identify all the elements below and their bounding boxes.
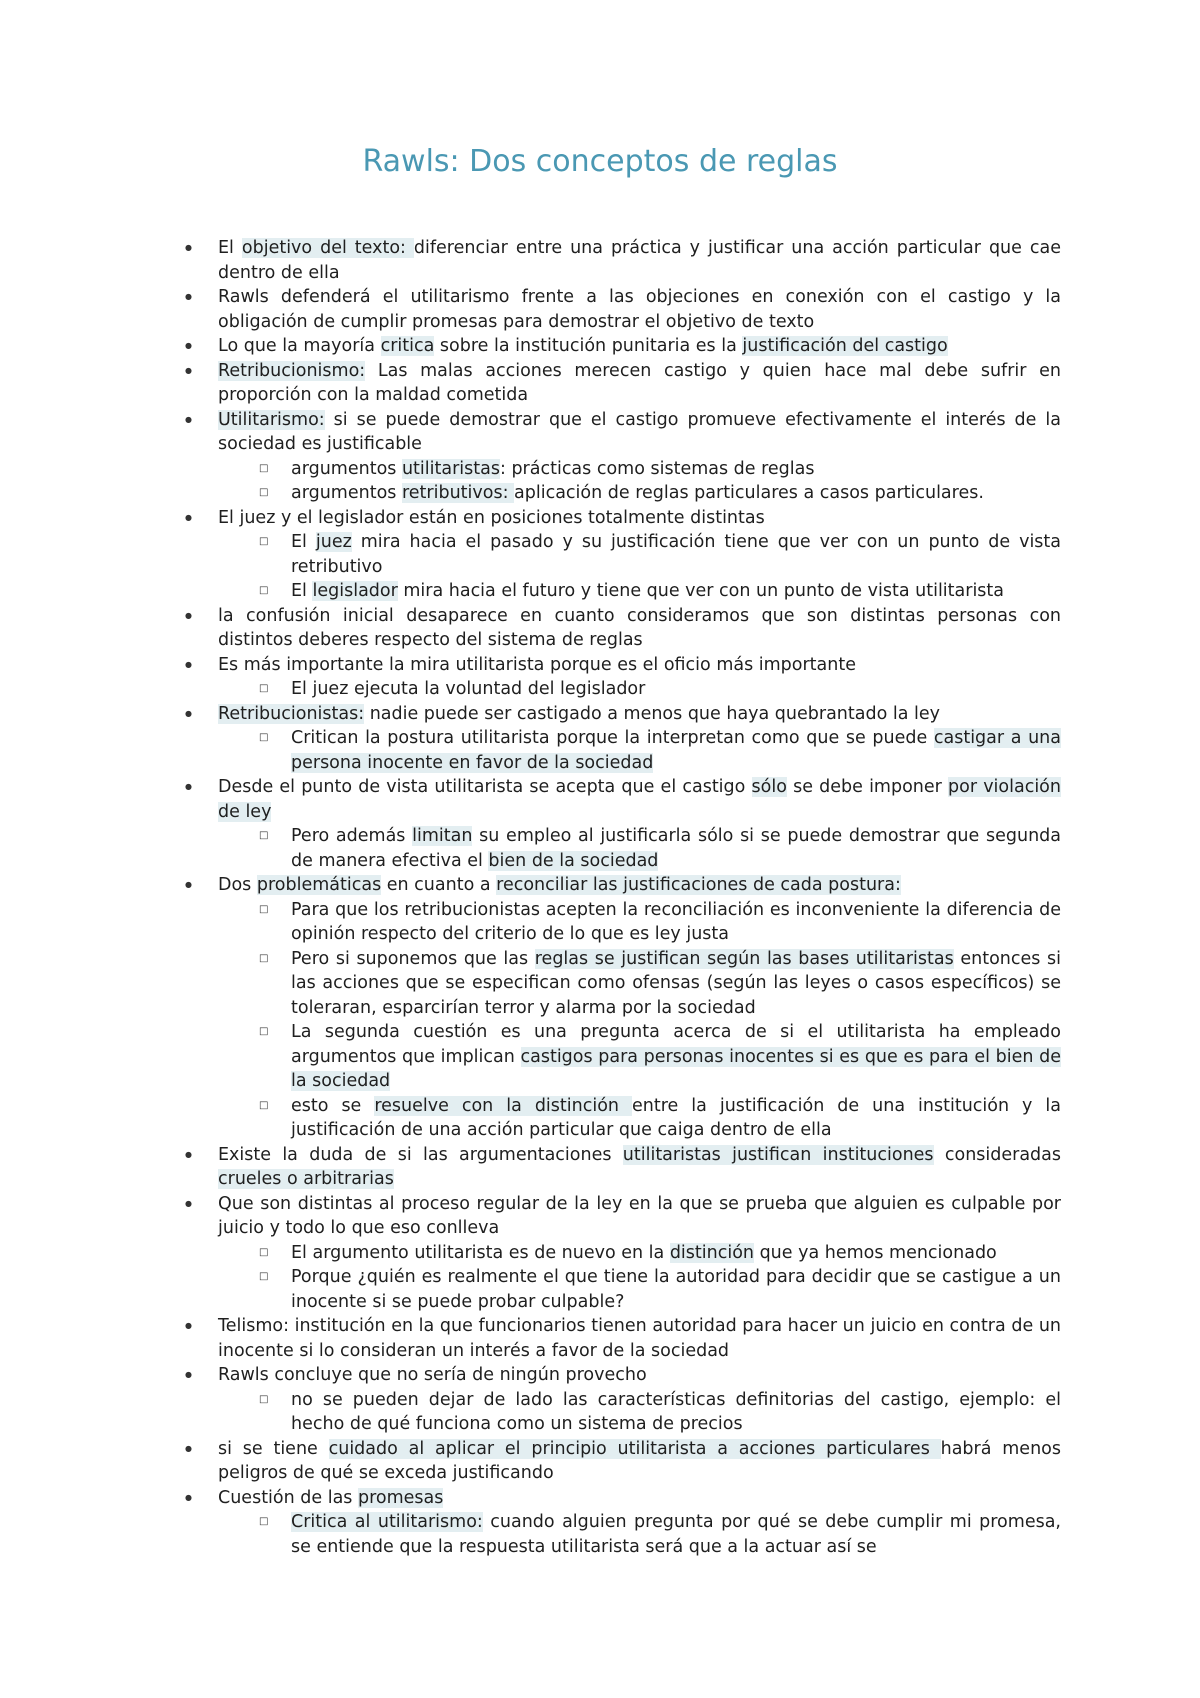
bullet-text: entonces si las acciones que se especifican como ofensas (según las leyes o casos específicos) se toleraran, esparcirían terror y alarma por la sociedad	[291, 948, 1062, 1018]
sub-bullet-item	[291, 530, 1061, 579]
highlighted-text: justificación del castigo	[742, 336, 948, 356]
bullet-text: Existe la duda de si las argumentaciones	[218, 1144, 623, 1165]
bullet-text: habrá menos peligros de qué se exceda justificando	[218, 1438, 1061, 1483]
bullet-list	[218, 236, 1061, 1559]
bullet-text: cuando alguien pregunta por qué se debe cumplir mi promesa, se entiende que la respuesta utilitarista será que a la actuar así se	[291, 1512, 1061, 1557]
sub-bullet-item	[291, 481, 1061, 506]
bullet-text: Dos	[218, 875, 257, 895]
bullet-text: no se pueden dejar de lado las características definitorias del castigo, ejemplo: el hecho de qué funciona como un sistema de precios	[291, 1389, 1061, 1434]
bullet-item	[218, 1437, 1061, 1486]
bullet-item	[218, 1486, 1061, 1560]
bullet-text: El	[218, 238, 242, 258]
bullet-text: Que son distintas al proceso regular de la ley en la que se prueba que alguien es culpable por juicio y todo lo que eso conlleva	[218, 1193, 1061, 1238]
highlighted-text: Utilitarismo:	[218, 409, 325, 430]
bullet-text: Cuestión de las	[218, 1487, 358, 1508]
bullet-text: La segunda cuestión es una pregunta acerca de si el utilitarista ha empleado argumentos que implican	[291, 1022, 1061, 1067]
sub-bullet-list	[218, 824, 1061, 873]
highlighted-text: utilitaristas justifican instituciones	[622, 1144, 934, 1165]
highlighted-text: reconciliar las justificaciones de cada postura:	[496, 875, 901, 895]
sub-bullet-item	[291, 1020, 1061, 1094]
bullet-text: El juez ejecuta la voluntad del legislador	[291, 679, 646, 699]
sub-bullet-list	[218, 726, 1061, 775]
highlighted-text: juez	[315, 532, 352, 552]
bullet-text: Rawls defenderá el utilitarismo frente a las objeciones en conexión con el castigo y la obligación de cumplir promesas para demostrar el objetivo de texto	[218, 287, 1061, 332]
notes-body	[218, 236, 1061, 1559]
bullet-text: El	[291, 532, 316, 552]
bullet-text: Es más importante la mira utilitarista porque es el oficio más importante	[218, 654, 856, 675]
bullet-item	[218, 285, 1061, 334]
sub-bullet-item	[291, 726, 1061, 775]
highlighted-text: sólo	[751, 777, 787, 797]
bullet-text: Pero además	[291, 826, 413, 846]
bullet-text: El	[291, 581, 313, 601]
bullet-text: que ya hemos mencionado	[754, 1242, 997, 1263]
sub-bullet-list	[218, 1510, 1061, 1559]
bullet-text: entre la justificación de una institución y la justificación de una acción particular que caiga dentro de ella	[291, 1095, 1061, 1140]
highlighted-text: por violación de ley	[218, 777, 1061, 822]
bullet-text: Pero si suponemos que las	[291, 948, 535, 969]
bullet-item	[218, 506, 1061, 604]
highlighted-text: problemáticas	[256, 875, 382, 895]
bullet-text: Lo que la mayoría	[218, 336, 381, 356]
sub-bullet-list	[218, 530, 1061, 604]
bullet-text: Telismo: institución en la que funcionarios tienen autoridad para hacer un juicio en contra de un inocente si lo consideran un interés a favor de la sociedad	[218, 1316, 1061, 1361]
bullet-item	[218, 653, 1061, 702]
bullet-text: sobre la institución punitaria es la	[434, 336, 743, 356]
bullet-text: Porque ¿quién es realmente el que tiene la autoridad para decidir que se castigue a un inocente si se puede probar culpable?	[291, 1267, 1061, 1312]
highlighted-text: limitan	[412, 826, 473, 846]
highlighted-text: castigar a una persona inocente en favor de la sociedad	[291, 728, 1061, 773]
page-title: Rawls: Dos conceptos de reglas	[362, 144, 838, 179]
bullet-item	[218, 359, 1061, 408]
highlighted-text: critica	[380, 336, 435, 356]
bullet-text: esto se	[291, 1095, 375, 1116]
sub-bullet-item	[291, 457, 1061, 482]
bullet-text: nadie puede ser castigado a menos que haya quebrantado la ley	[364, 703, 940, 724]
bullet-text: Rawls concluye que no sería de ningún provecho	[218, 1365, 647, 1385]
bullet-text: El argumento utilitarista es de nuevo en la	[291, 1242, 670, 1263]
bullet-item	[218, 1314, 1061, 1363]
highlighted-text: castigos para personas inocentes si es que es para el bien de la sociedad	[291, 1046, 1061, 1091]
bullet-item	[218, 775, 1061, 873]
bullet-text: aplicación de reglas particulares a casos particulares.	[514, 483, 984, 503]
bullet-text: argumentos	[291, 458, 402, 479]
bullet-text: El juez y el legislador están en posiciones totalmente distintas	[218, 507, 765, 528]
sub-bullet-item	[291, 1388, 1061, 1437]
sub-bullet-item	[291, 1265, 1061, 1314]
bullet-text: mira hacia el futuro y tiene que ver con un punto de vista utilitarista	[397, 581, 1005, 601]
sub-bullet-item	[291, 1094, 1061, 1143]
highlighted-text: resuelve con la distinción	[374, 1095, 632, 1116]
bullet-item	[218, 408, 1061, 506]
bullet-text: si se tiene	[218, 1438, 329, 1459]
sub-bullet-item	[291, 579, 1061, 604]
bullet-text: argumentos	[291, 483, 402, 503]
bullet-text: diferenciar entre una práctica y justificar una acción particular que cae dentro de ella	[218, 238, 1061, 283]
bullet-text: Las malas acciones merecen castigo y quien hace mal debe sufrir en proporción con la maldad cometida	[218, 360, 1061, 405]
bullet-text: mira hacia el pasado y su justificación tiene que ver con un punto de vista retributivo	[291, 532, 1062, 577]
bullet-text: Critican la postura utilitarista porque la interpretan como que se puede	[291, 728, 934, 748]
highlighted-text: retributivos:	[401, 483, 515, 503]
sub-bullet-item	[291, 1510, 1061, 1559]
bullet-text: la confusión inicial desaparece en cuanto consideramos que son distintas personas con distintos deberes respecto del sistema de reglas	[218, 605, 1061, 650]
bullet-text: Para que los retribucionistas acepten la reconciliación es inconveniente la diferencia de opinión respecto del criterio de lo que es ley justa	[291, 899, 1061, 944]
highlighted-text: utilitaristas	[401, 458, 500, 479]
sub-bullet-item	[291, 1241, 1061, 1266]
highlighted-text: cuidado al aplicar el principio utilitarista a acciones particulares	[328, 1438, 941, 1459]
sub-bullet-item	[291, 898, 1061, 947]
bullet-item	[218, 236, 1061, 285]
bullet-text: su empleo al justificarla sólo si se puede demostrar que segunda de manera efectiva el	[291, 826, 1062, 871]
highlighted-text: Critica al utilitarismo:	[291, 1512, 483, 1532]
highlighted-text: bien de la sociedad	[488, 850, 659, 871]
sub-bullet-list	[218, 457, 1061, 506]
bullet-item	[218, 1143, 1061, 1192]
bullet-item	[218, 702, 1061, 776]
sub-bullet-list	[218, 1388, 1061, 1437]
bullet-text: : prácticas como sistemas de reglas	[499, 458, 815, 479]
bullet-text: si se puede demostrar que el castigo promueve efectivamente el interés de la sociedad es justificable	[218, 409, 1061, 454]
highlighted-text: legislador	[312, 581, 398, 601]
bullet-text: se debe imponer	[786, 777, 949, 797]
sub-bullet-item	[291, 677, 1061, 702]
highlighted-text: crueles o arbitrarias	[218, 1169, 394, 1189]
sub-bullet-list	[218, 1241, 1061, 1315]
sub-bullet-list	[218, 677, 1061, 702]
bullet-item	[218, 873, 1061, 1143]
highlighted-text: promesas	[357, 1487, 444, 1508]
bullet-text: Desde el punto de vista utilitarista se acepta que el castigo	[218, 777, 752, 797]
bullet-item	[218, 334, 1061, 359]
sub-bullet-item	[291, 824, 1061, 873]
highlighted-text: distinción	[669, 1242, 754, 1263]
highlighted-text: Retribucionismo:	[218, 360, 366, 381]
highlighted-text: reglas se justifican según las bases utilitaristas	[534, 948, 954, 969]
bullet-item	[218, 604, 1061, 653]
bullet-item	[218, 1192, 1061, 1315]
sub-bullet-list	[218, 898, 1061, 1143]
sub-bullet-item	[291, 947, 1061, 1021]
bullet-text: consideradas	[933, 1144, 1062, 1165]
highlighted-text: Retribucionistas:	[218, 703, 365, 724]
highlighted-text: objetivo del texto:	[241, 238, 414, 258]
bullet-item	[218, 1363, 1061, 1437]
bullet-text: en cuanto a	[381, 875, 497, 895]
